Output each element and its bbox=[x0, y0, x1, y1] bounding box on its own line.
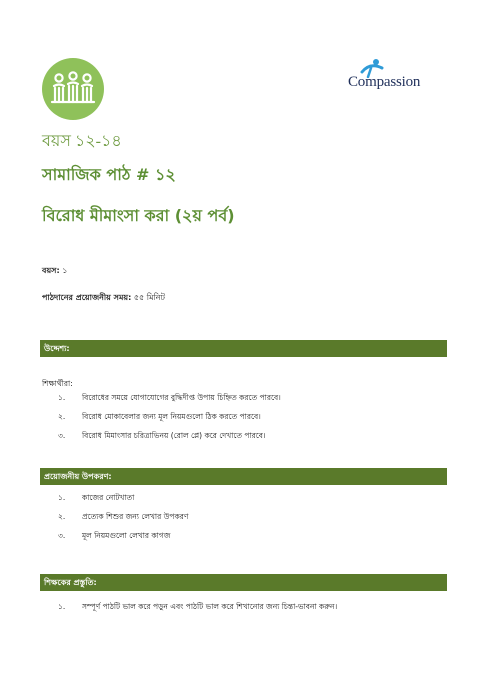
list-item: ১. বিরোধের সময়ে যোগাযোগের বুদ্ধিদীপ্ত উপায় চিহ্নিত করতে পারবে। bbox=[58, 393, 281, 402]
meta-age bbox=[42, 265, 67, 278]
brand-name: Compassion bbox=[348, 74, 421, 90]
meta-time bbox=[42, 292, 165, 305]
lesson-subtitle: বিরোধ মীমাংসা করা (২য় পর্ব) bbox=[42, 206, 235, 225]
materials-list bbox=[58, 492, 188, 549]
materials-heading: প্রয়োজনীয় উপকরণ: bbox=[40, 468, 447, 485]
children-group-icon bbox=[42, 58, 104, 120]
compassion-logo bbox=[348, 70, 448, 98]
preparation-heading: শিক্ষকের প্রস্তুতি: bbox=[40, 574, 447, 591]
time-label: পাঠদানের প্রয়োজনীয় সময়: bbox=[42, 293, 132, 302]
lesson-title: সামাজিক পাঠ # ১২ bbox=[42, 165, 176, 184]
age-label: বয়স: bbox=[42, 266, 60, 275]
objectives-list bbox=[58, 392, 281, 449]
objectives-intro: শিক্ষার্থীরা: bbox=[42, 379, 73, 388]
list-item: ৩. মূল নিয়মগুলো লেখার কাগজ bbox=[58, 531, 171, 540]
preparation-list bbox=[58, 601, 337, 620]
list-item: ১. কাজের নোটখাতা bbox=[58, 493, 135, 502]
objectives-heading: উদ্দেশ্য: bbox=[40, 340, 447, 357]
time-value: ৫৫ মিনিট bbox=[133, 293, 165, 302]
list-item: ১. সম্পূর্ণ পাঠটি ভাল করে পড়ুন এবং পাঠটি ভাল করে শিখানোর জন্য চিন্তা-ভাবনা করুন। bbox=[58, 602, 338, 611]
age-range-heading: বয়স ১২-১৪ bbox=[42, 133, 122, 150]
list-item: ২. প্রত্যেক শিশুর জন্য লেখার উপকরণ bbox=[58, 512, 189, 521]
list-item: ২. বিরোধ মোকাবেলার জন্য মূল নিয়মগুলো ঠিক করতে পারবে। bbox=[58, 412, 261, 421]
age-value: ১ bbox=[62, 266, 68, 275]
list-item: ৩. বিরোধ মিমাংসার চরিত্রাভিনয় (রোল প্লে) করে দেখাতে পারবে। bbox=[58, 431, 266, 440]
